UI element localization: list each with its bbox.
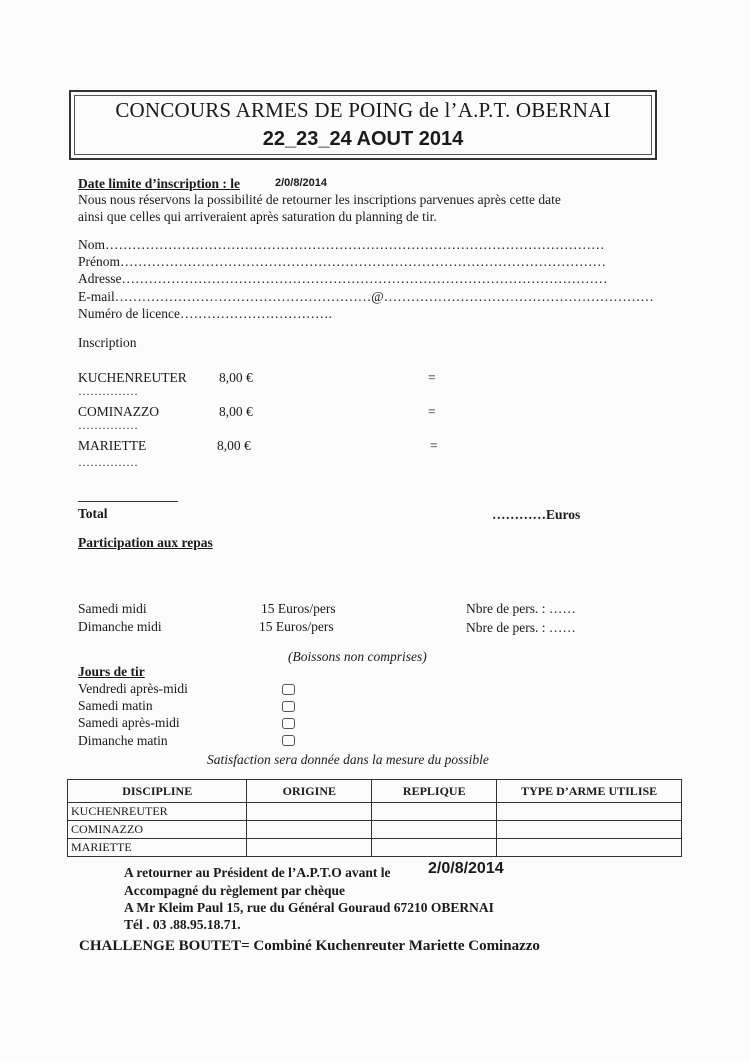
challenge-line: CHALLENGE BOUTET= Combiné Kuchenreuter Mariette Cominazzo	[79, 938, 540, 954]
inscription-eq-3: =	[430, 438, 438, 453]
deadline-date: 2/0/8/2014	[275, 177, 327, 189]
jour-label-3: Samedi après-midi	[78, 715, 180, 730]
deadline-note-1: Nous nous réservons la possibilité de retourner les inscriptions parvenues après cette date	[78, 192, 561, 207]
adresse-field[interactable]: Adresse………………………………………………………………………………………………	[78, 271, 608, 286]
email-at: @	[371, 289, 384, 304]
licence-field[interactable]: Numéro de licence…………………………….	[78, 306, 332, 321]
table-row	[68, 821, 682, 839]
replique-cell[interactable]	[372, 821, 497, 839]
deadline-note-2: ainsi que celles qui arriveraient après saturation du planning de tir.	[78, 209, 437, 224]
accomp-line: Accompagné du règlement par chèque	[124, 883, 345, 898]
total-rule	[78, 501, 178, 502]
repas-price-1: 15 Euros/pers	[261, 601, 336, 616]
prenom-field[interactable]: Prénom………………………………………………………………………………………………	[78, 254, 606, 269]
col-header-type: TYPE D’ARME UTILISE	[497, 780, 682, 803]
table-row	[68, 839, 682, 857]
deadline-label: Date limite d’inscription : le	[78, 176, 240, 191]
discipline-cell: COMINAZZO	[68, 821, 247, 839]
discipline-cell: MARIETTE	[68, 839, 247, 857]
col-header-discipline: DISCIPLINE	[68, 780, 247, 803]
replique-cell[interactable]	[372, 839, 497, 857]
jour-label-2: Samedi matin	[78, 698, 153, 713]
origine-cell[interactable]	[247, 803, 372, 821]
header-box	[69, 90, 657, 160]
inscription-title: Inscription	[78, 335, 137, 350]
type-cell[interactable]	[497, 839, 682, 857]
origine-cell[interactable]	[247, 821, 372, 839]
email-left: E-mail…………………………………………………	[78, 289, 372, 304]
inscription-eq-1: =	[428, 370, 436, 385]
table-row	[68, 803, 682, 821]
jour-checkbox-3[interactable]	[282, 718, 295, 729]
jours-title: Jours de tir	[78, 664, 145, 679]
repas-day-2: Dimanche midi	[78, 619, 162, 634]
jour-checkbox-2[interactable]	[282, 701, 295, 712]
inscription-price-2: 8,00 €	[219, 404, 253, 419]
tel-line: Tél . 03 .88.95.18.71.	[124, 917, 241, 932]
satisfaction-note: Satisfaction sera donnée dans la mesure du possible	[207, 752, 489, 767]
jour-label-4: Dimanche matin	[78, 733, 168, 748]
inscription-price-3: 8,00 €	[217, 438, 251, 453]
jour-checkbox-1[interactable]	[282, 684, 295, 695]
jour-checkbox-4[interactable]	[282, 735, 295, 746]
repas-nbre-1[interactable]: Nbre de pers. : ……	[466, 601, 576, 616]
inscription-dots-1[interactable]: ……………	[78, 384, 138, 398]
total-euros[interactable]: …………Euros	[492, 507, 581, 522]
inscription-dots-2[interactable]: ……………	[78, 418, 138, 432]
repas-day-1: Samedi midi	[78, 601, 147, 616]
type-cell[interactable]	[497, 803, 682, 821]
repas-price-2: 15 Euros/pers	[259, 619, 334, 634]
discipline-cell: KUCHENREUTER	[68, 803, 247, 821]
inscription-name-3: MARIETTE	[78, 438, 147, 453]
table-header-row	[68, 780, 682, 803]
page-title: CONCOURS ARMES DE POING de l’A.P.T. OBERNAI	[115, 98, 611, 122]
inscription-dots-3[interactable]: ……………	[78, 455, 138, 469]
discipline-table	[67, 779, 682, 857]
boissons-note: (Boissons non comprises)	[288, 649, 427, 664]
return-date: 2/0/8/2014	[428, 860, 504, 877]
return-line: A retourner au Président de l’A.P.T.O avant le	[124, 865, 391, 880]
origine-cell[interactable]	[247, 839, 372, 857]
event-dates: 22_23_24 AOUT 2014	[262, 128, 464, 150]
inscription-name-2: COMINAZZO	[78, 404, 159, 419]
repas-title: Participation aux repas	[78, 535, 213, 550]
total-label: Total	[78, 506, 108, 521]
email-right: ……………………………………………………	[383, 289, 654, 304]
inscription-name-1: KUCHENREUTER	[78, 370, 187, 385]
replique-cell[interactable]	[372, 803, 497, 821]
email-field[interactable]	[78, 288, 658, 305]
type-cell[interactable]	[497, 821, 682, 839]
inscription-price-1: 8,00 €	[219, 370, 253, 385]
nom-field[interactable]: Nom…………………………………………………………………………………………………	[78, 237, 605, 252]
col-header-origine: ORIGINE	[247, 780, 372, 803]
address-line: A Mr Kleim Paul 15, rue du Général Gouraud 67210 OBERNAI	[124, 900, 494, 915]
repas-nbre-2[interactable]: Nbre de pers. : ……	[466, 620, 576, 635]
col-header-replique: REPLIQUE	[372, 780, 497, 803]
jour-label-1: Vendredi après-midi	[78, 681, 188, 696]
inscription-eq-2: =	[428, 404, 436, 419]
